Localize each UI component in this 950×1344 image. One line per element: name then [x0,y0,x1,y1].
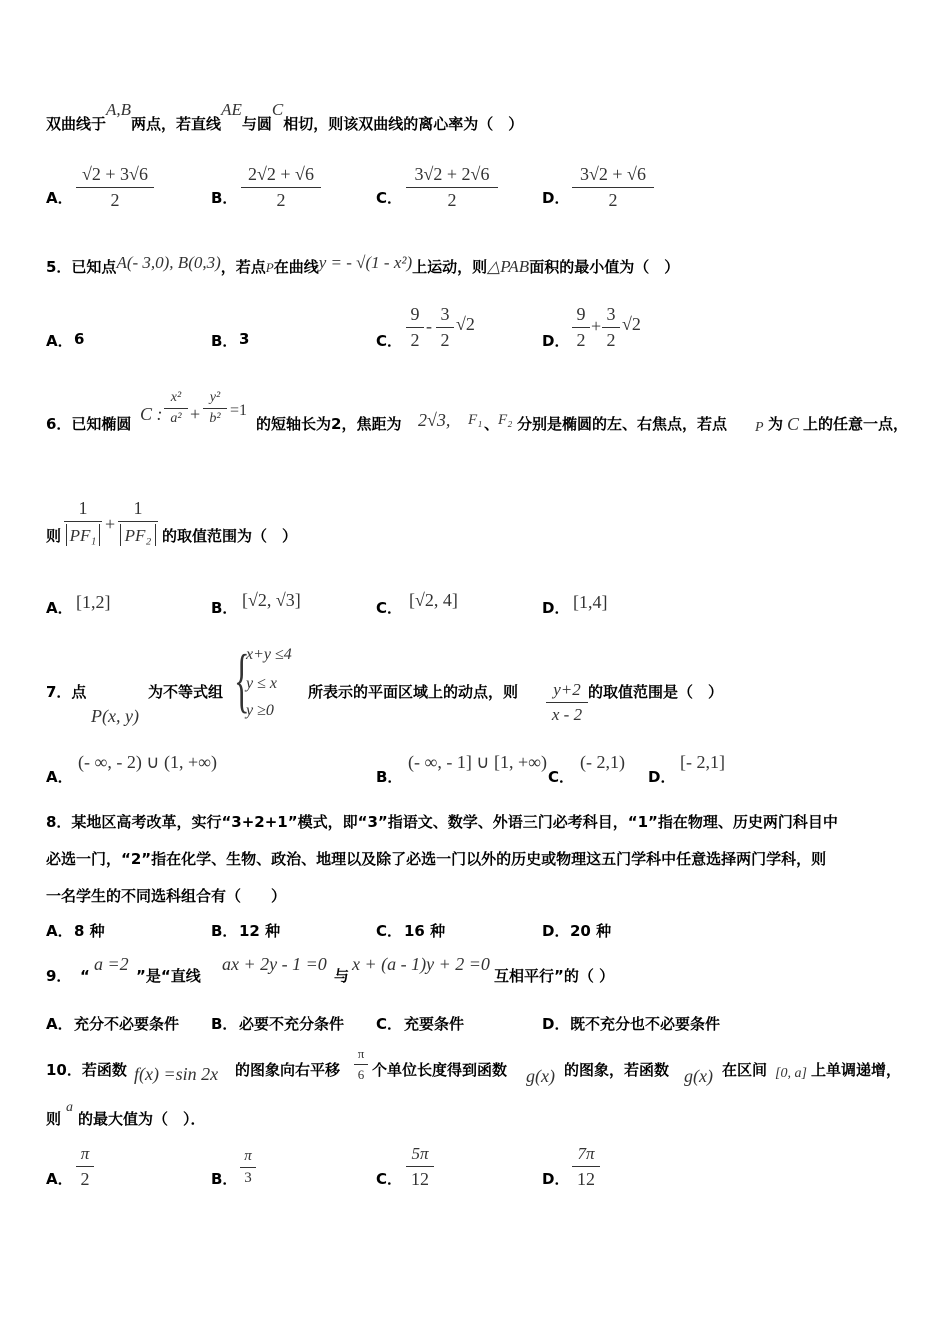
math-pi-over-6: $\frac{\pi}{6}$ [354,1046,368,1083]
q4-option-a-value: $\frac{√2 + 3√6}{2}$ [76,164,154,211]
question-5-stem: 5．已知点A(- 3,0), B(0,3)，若点P在曲线y = - √(1 - x²)上运动，则△PAB面积的最小值为（ ） [46,253,680,276]
math-points: A(- 3,0), B(0,3) [116,253,221,272]
math-one-over-pf2: $\frac{1}{\text{PF₂}}$ [118,498,158,546]
math-triangle: △PAB [487,257,530,276]
math-curve: y = - √(1 - x²) [318,253,413,272]
question-4-stem: 双曲线于A,B两点，若直线AE与圆C相切，则该双曲线的离心率为（ ） [46,100,524,133]
math-ratio: $\frac{y+2}{x - 2}$ [546,680,588,725]
q4-option-b-value: $\frac{2√2 + √6}{2}$ [241,164,321,211]
math-line-ae: AE [221,100,242,119]
math-circle-c: C [271,100,284,119]
q4-option-c-value: $\frac{3√2 + 2√6}{2}$ [406,164,498,211]
math-x2-over-a2: $\frac{\text{x²}}{\text{a²}}$ [164,390,188,427]
math-y2-over-b2: $\frac{\text{y²}}{\text{b²}}$ [203,390,227,427]
math-one-over-pf1: $\frac{1}{\text{PF₁}}$ [64,498,102,546]
q4-option-d-value: $\frac{3√2 + √6}{2}$ [572,164,654,211]
math-points-ab: A,B [106,100,132,119]
